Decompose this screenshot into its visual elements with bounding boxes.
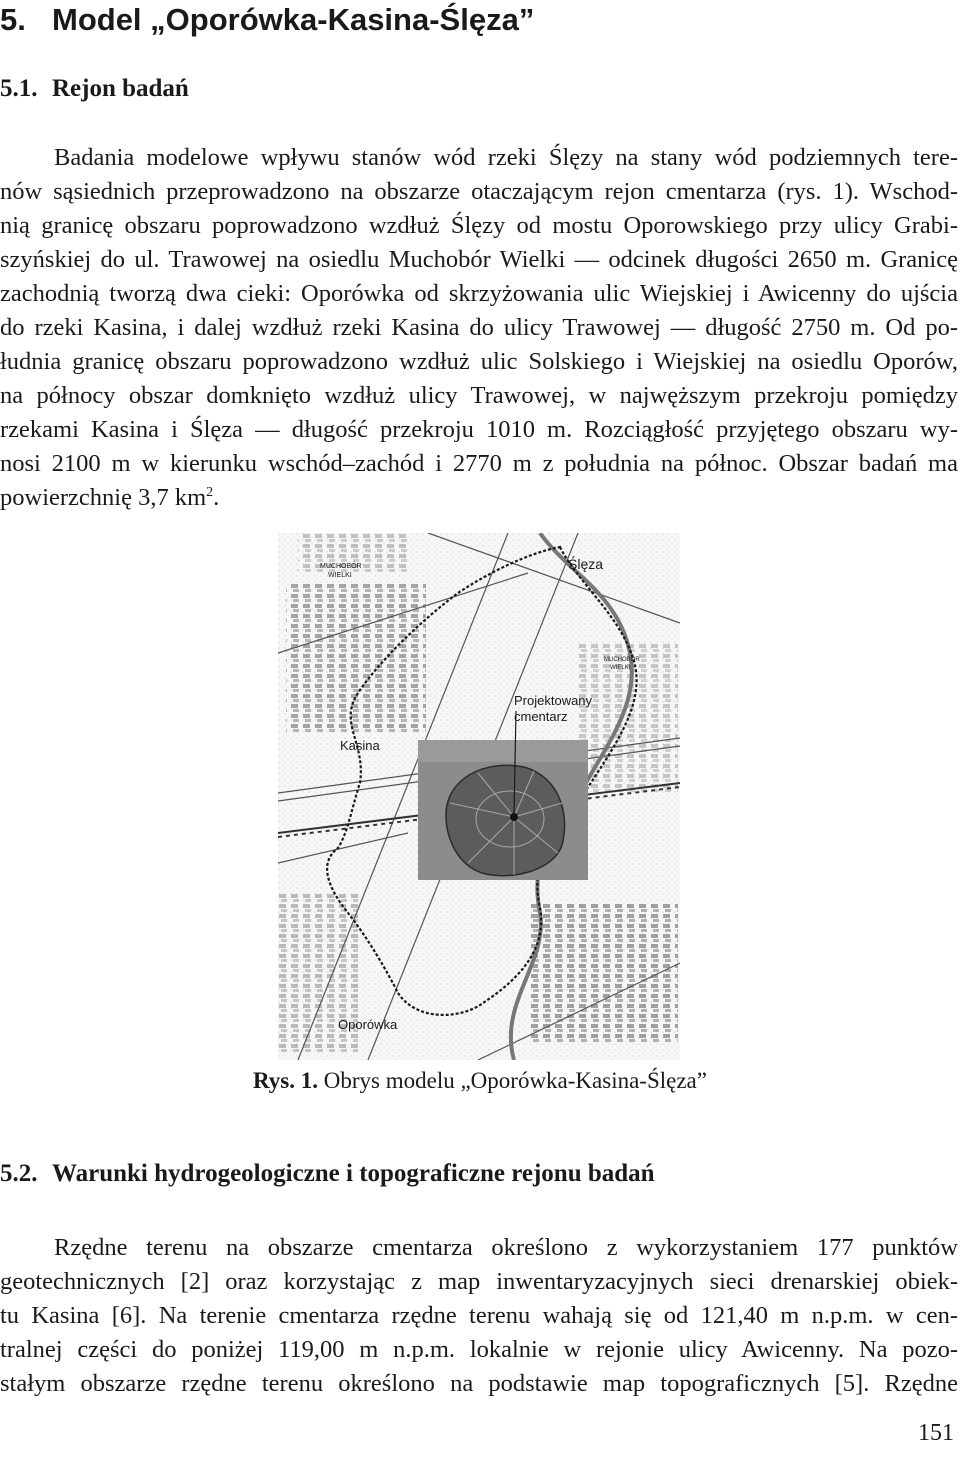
map-label-sleza: Ślęza [568, 556, 604, 572]
area-superscript: 2 [206, 484, 214, 500]
figure-caption-text: Obrys modelu „Oporówka-Kasina-Ślęza” [323, 1068, 707, 1093]
paragraph-line: rzekami Kasina i Ślęza — długość przekroju 1010 m. Rozciągłość przyjętego obszaru wy- [0, 416, 958, 443]
paragraph-line: tu Kasina [6]. Na terenie cmentarza rzędne terenu wahają się od 121,40 m n.p.m. w cen- [0, 1302, 958, 1329]
map-label-muchobor-line2: WIELKI [328, 572, 352, 579]
page-number: 151 [918, 1420, 954, 1446]
map-label-kasina: Kasina [340, 738, 380, 753]
paragraph-line-last [0, 481, 958, 515]
paragraph-line: nów sąsiednich przeprowadzono na obszarze otaczającym rejon cmentarza (rys. 1). Wschod- [0, 178, 958, 205]
paragraph-line: tralnej części do poniżej 119,00 m n.p.m. lokalnie w rejonie ulicy Awicenny. Na pozo- [0, 1336, 958, 1363]
settlement-southeast [528, 903, 678, 1043]
section-heading [0, 2, 534, 38]
paragraph-line: na północy obszar domknięto wzdłuż ulicy Trawowej, w najwęższym przekroju pomiędzy [0, 382, 958, 409]
area-end: . [213, 484, 220, 511]
paragraph-line: nią granicę obszaru poprowadzono wzdłuż Ślęzy od mostu Oporowskiego przy ulicy Grabi- [0, 212, 958, 239]
section-number: 5. [0, 2, 26, 37]
subsection-number-1: 5.1. [0, 75, 38, 102]
paragraph-line: nosi 2100 m w kierunku wschód–zachód i 2770 m z południa na północ. Obszar badań ma [0, 450, 958, 477]
paragraph-line: Badania modelowe wpływu stanów wód rzeki Ślęzy na stany wód podziemnych tere- [54, 144, 958, 171]
map-label-muchobor-right-line2: WIELKI [610, 665, 631, 671]
map-label-projected-line1: Projektowany [514, 693, 593, 708]
area-text: powierzchnię 3,7 km [0, 484, 207, 511]
map-label-muchobor-line1: MUCHOBÓR [320, 563, 362, 570]
paragraph-hydrogeology [0, 1231, 958, 1401]
figure-caption [0, 1068, 960, 1094]
subsection-heading-2 [0, 1160, 655, 1188]
paragraph-line: łudnia granicę obszaru poprowadzono wzdłuż ulic Solskiego i Wiejskiej na osiedlu Oporów, [0, 348, 958, 375]
paragraph-line: geotechnicznych [2] oraz korzystając z map inwentaryzacyjnych sieci drenarskiej obiek- [0, 1268, 958, 1295]
paragraph-line: zachodnią tworzą dwa cieki: Oporówka od skrzyżowania ulic Wiejskiej i Awicenny do ujścia [0, 280, 958, 307]
section-title: Model „Oporówka-Kasina-Ślęza” [52, 2, 535, 37]
cemetery-photo-shade [418, 740, 588, 762]
paragraph-line: Rzędne terenu na obszarze cmentarza określono z wykorzystaniem 177 punktów [54, 1234, 958, 1261]
paragraph-line: do rzeki Kasina, i dalej wzdłuż rzeki Kasina do ulicy Trawowej — długość 2750 m. Od po- [0, 314, 958, 341]
figure-caption-label: Rys. 1. [253, 1068, 319, 1093]
map-label-projected-line2: cmentarz [514, 709, 568, 724]
cemetery-outline [446, 765, 565, 875]
subsection-heading-1 [0, 75, 189, 103]
subsection-title-1: Rejon badań [52, 75, 189, 102]
map-label-muchobor-right-line1: MUCHOBÓR [604, 657, 640, 663]
map-label-oporowka: Oporówka [338, 1017, 398, 1032]
paragraph-study-area [0, 141, 958, 515]
paragraph-line: szyńskiej do ul. Trawowej na osiedlu Muchobór Wielki — odcinek długości 2650 m. Granicę [0, 246, 958, 273]
subsection-title-2: Warunki hydrogeologiczne i topograficzne rejonu badań [52, 1160, 655, 1187]
subsection-number-2: 5.2. [0, 1160, 38, 1187]
paragraph-line: stałym obszarze rzędne terenu określono na podstawie map topograficznych [5]. Rzędne [0, 1370, 958, 1397]
settlement-muchobor [286, 583, 426, 733]
model-area-map [278, 533, 680, 1060]
